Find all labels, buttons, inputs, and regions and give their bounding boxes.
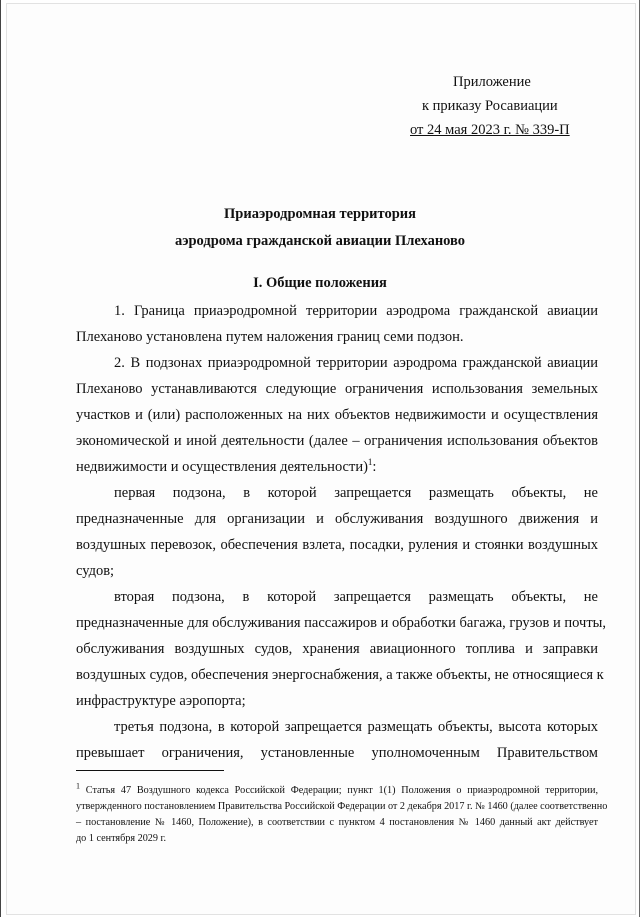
paragraph-line: 1. Граница приаэродромной территории аэродрома гражданской авиации bbox=[114, 303, 598, 319]
paragraph-line: обслуживания воздушных судов, хранения авиационного топлива и заправки bbox=[76, 641, 598, 657]
paragraph-line: превышает ограничения, установленные уполномоченным Правительством bbox=[76, 745, 598, 761]
paragraph-line: Плеханово устанавливаются следующие ограничения использования земельных bbox=[76, 381, 598, 397]
paragraph-line: 2. В подзонах приаэродромной территории аэродрома гражданской авиации bbox=[114, 355, 598, 371]
paragraph-line: вторая подзона, в которой запрещается размещать объекты, не bbox=[114, 589, 598, 605]
footnote-line bbox=[76, 781, 598, 798]
scan-edge-left bbox=[0, 0, 1, 917]
paragraph-line: предназначенные для организации и обслуживания воздушного движения и bbox=[76, 511, 598, 527]
paragraph-line: судов; bbox=[76, 563, 115, 579]
footnote-mark: 1 bbox=[76, 781, 80, 791]
section-heading: I. Общие положения bbox=[253, 275, 387, 291]
footnote-divider bbox=[76, 770, 224, 771]
document-title-line2: аэродрома гражданской авиации Плеханово bbox=[174, 233, 466, 249]
annex-label: Приложение bbox=[453, 74, 531, 90]
footnote-line: до 1 сентября 2029 г. bbox=[76, 833, 167, 844]
paragraph-line: инфраструктуре аэропорта; bbox=[76, 693, 246, 709]
paragraph-line-with-footnote bbox=[76, 457, 598, 477]
paragraph-line: предназначенные для обслуживания пассажиров и обработки багажа, грузов и почты, bbox=[76, 615, 607, 631]
paragraph-line: воздушных перевозок, обеспечения взлета, посадки, руления и стоянки воздушных bbox=[76, 537, 598, 553]
paragraph-line: первая подзона, в которой запрещается размещать объекты, не bbox=[114, 485, 598, 501]
paragraph-line: участков и (или) расположенных на них объектов недвижимости и осуществления bbox=[76, 407, 598, 423]
footnote-reference[interactable]: 1 bbox=[367, 457, 373, 468]
paragraph-line: третья подзона, в которой запрещается размещать объекты, высота которых bbox=[114, 719, 598, 735]
paragraph-line: воздушных судов, обеспечения энергоснабжения, а также объекты, не относящиеся к bbox=[76, 667, 604, 683]
annex-order-date: от 24 мая 2023 г. № 339-П bbox=[410, 122, 570, 138]
paragraph-text: недвижимости и осуществления деятельности) bbox=[76, 459, 368, 475]
paragraph-line: Плеханово установлена путем наложения границ семи подзон. bbox=[76, 329, 464, 345]
footnote-line: утвержденного постановлением Правительства Российской Федерации от 2 декабря 2017 г. № 1460 (далее соответственно bbox=[76, 801, 608, 812]
document-title-line1: Приаэродромная территория bbox=[224, 206, 416, 222]
paragraph-line: экономической и иной деятельности (далее – ограничения использования объектов bbox=[76, 433, 598, 449]
annex-order-ref: к приказу Росавиации bbox=[422, 98, 558, 114]
footnote-line: – постановление № 1460, Положение), в соответствии с пунктом 4 постановления № 1460 данный акт действует bbox=[76, 817, 598, 828]
footnote-text: Статья 47 Воздушного кодекса Российской Федерации; пункт 1(1) Положения о приаэродромной территории, bbox=[80, 785, 598, 796]
colon: : bbox=[372, 459, 377, 475]
